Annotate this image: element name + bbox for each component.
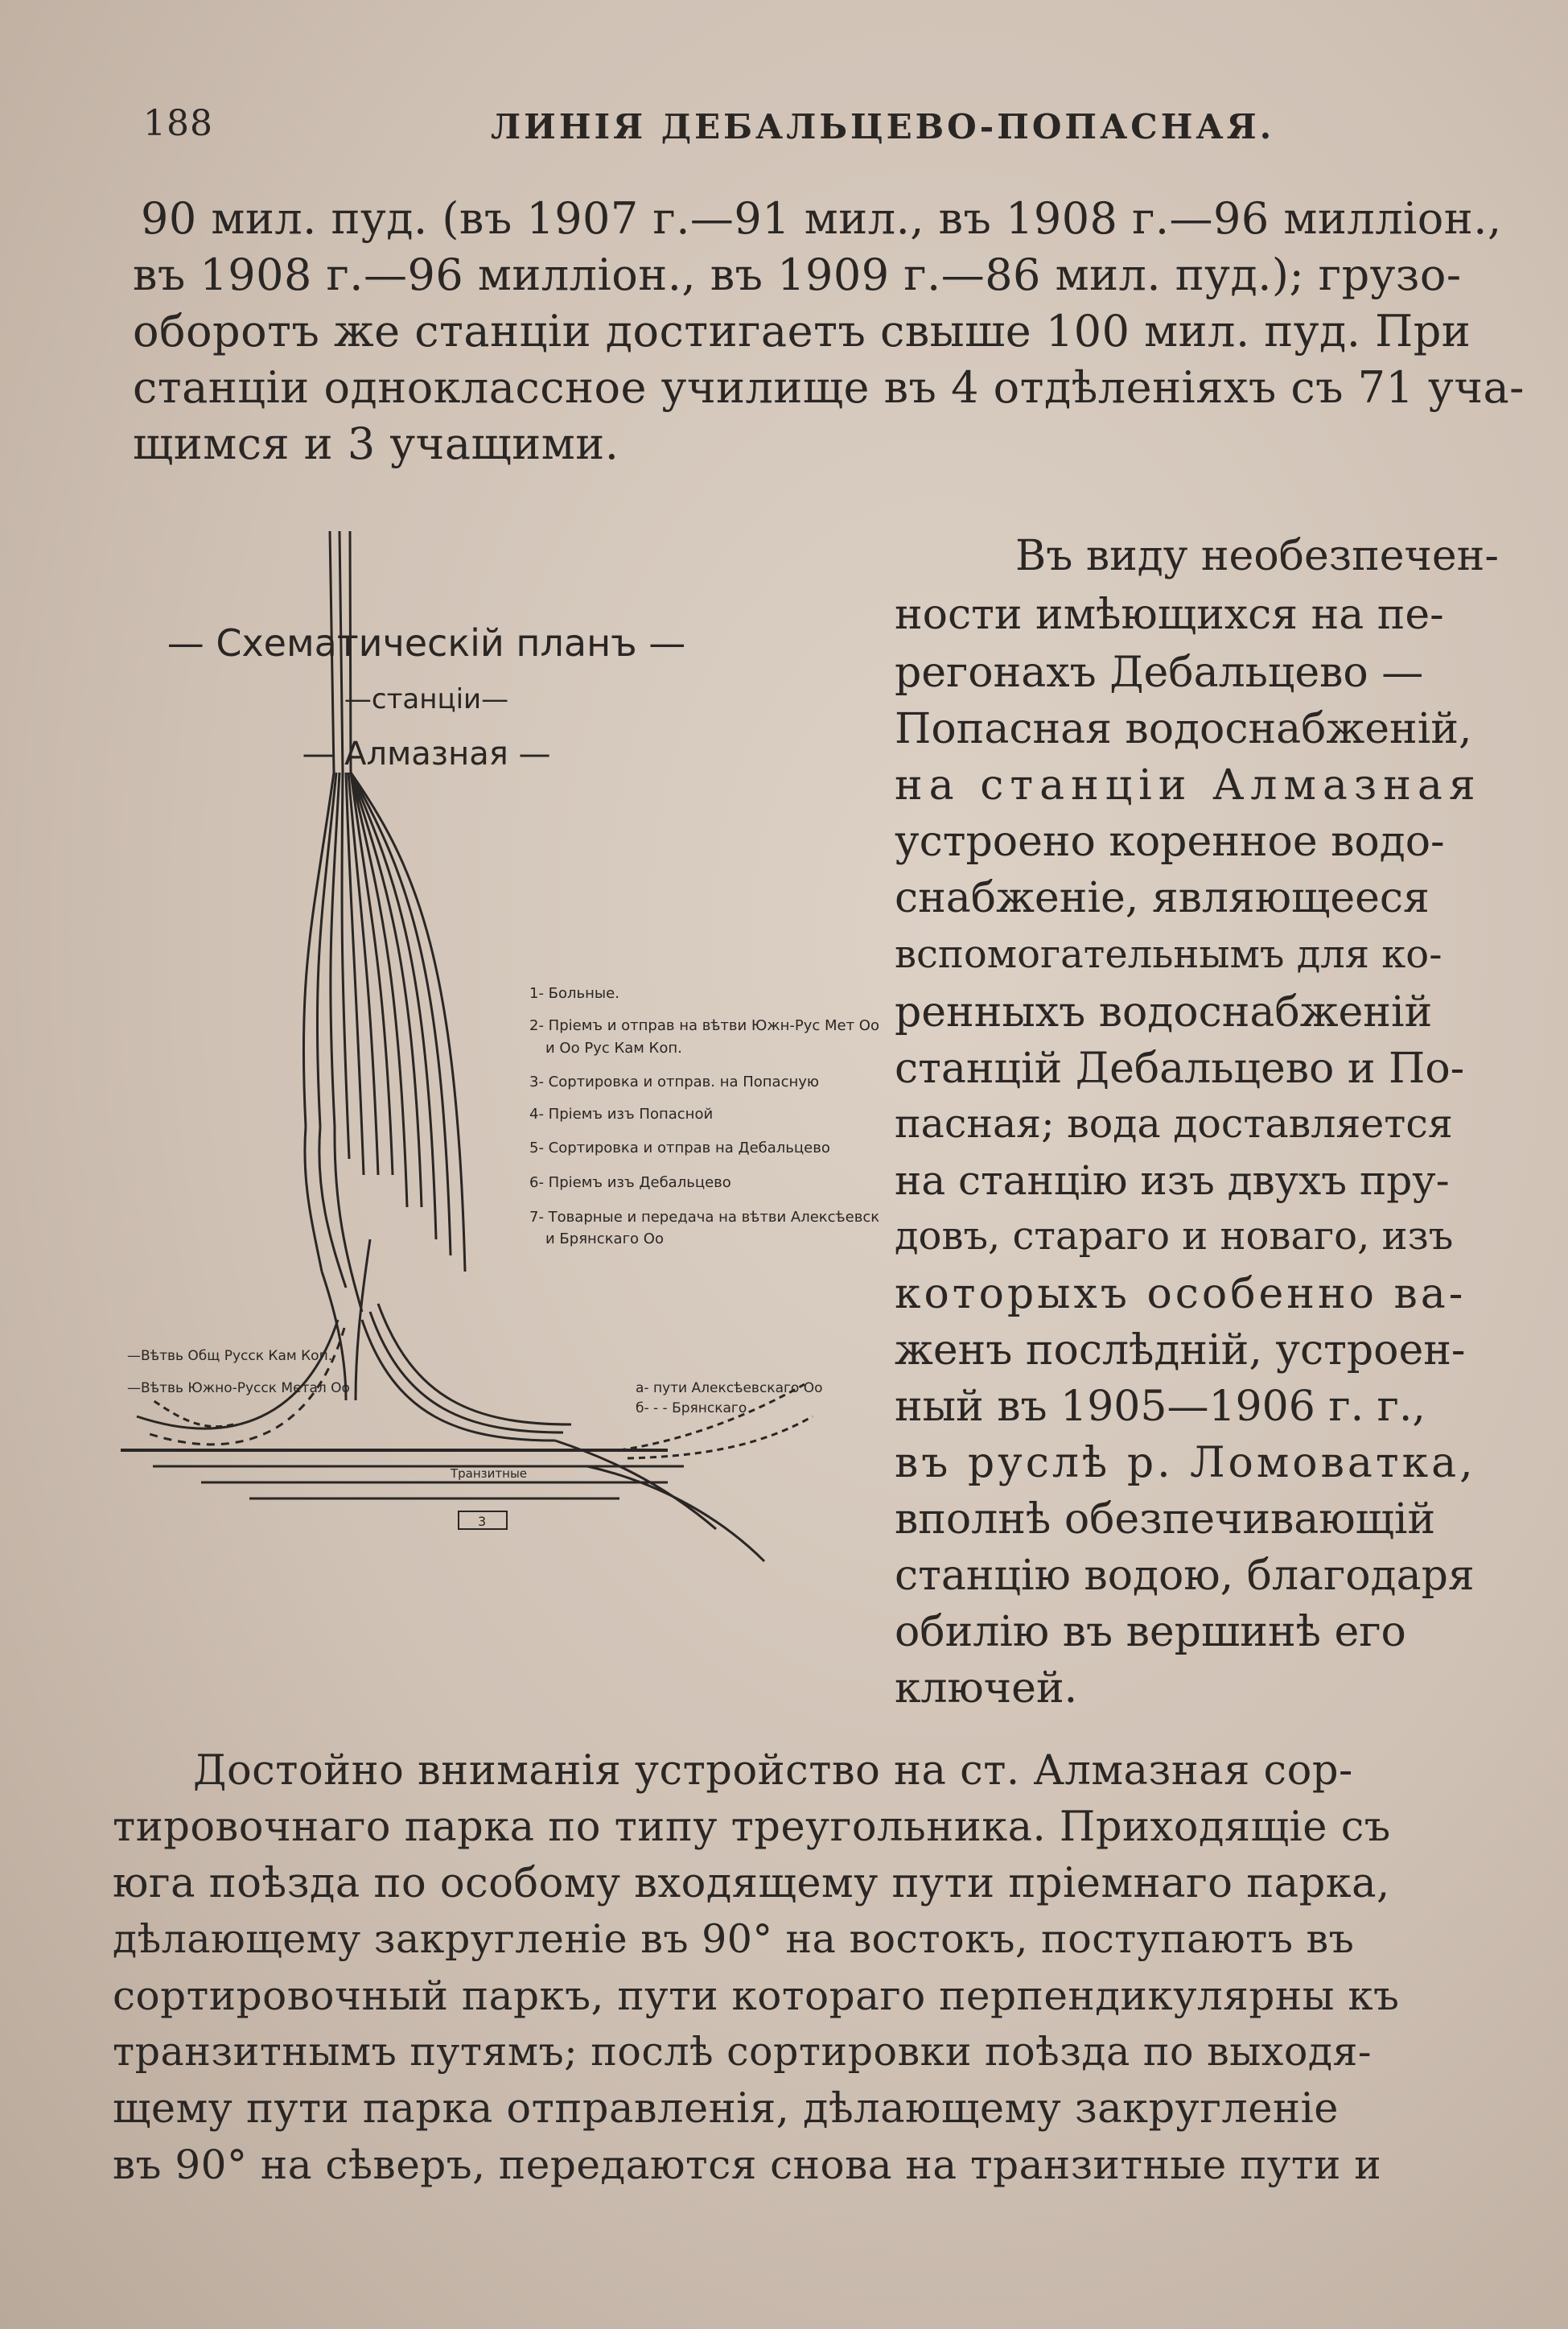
side-line: обилiю въ вершинѣ его	[895, 1608, 1406, 1656]
left-branch-label: —Вѣтвь Общ Русск Кам Коп.	[127, 1348, 333, 1364]
closing-line: юга поѣзда по особому входящему пути прiемнаго парка,	[113, 1860, 1390, 1907]
side-line: станцiй Дебальцево и По-	[895, 1045, 1465, 1093]
side-line: вспомогательнымъ для ко-	[895, 932, 1442, 977]
intro-line: щимся и 3 учащими.	[133, 418, 619, 469]
closing-line: транзитнымъ путямъ; послѣ сортировки поѣзда по выходя-	[113, 2029, 1372, 2075]
running-title: ЛИНІЯ ДЕБАЛЬЦЕВО-ПОПАСНАЯ.	[491, 107, 1275, 146]
legend-item: и Оо Рус Кам Коп.	[545, 1040, 682, 1057]
closing-line: въ 90° на сѣверъ, передаются снова на транзитные пути и	[113, 2141, 1382, 2188]
side-line: Попасная водоснабженiй,	[895, 705, 1472, 753]
page-number: 188	[143, 103, 213, 144]
legend-item: 4- Прiемъ изъ Попасной	[529, 1106, 714, 1123]
side-line: станцiю водою, благодаря	[895, 1552, 1475, 1600]
plan-station-name: — Алмазная —	[302, 736, 551, 773]
right-branch-label: а- пути Алексѣевскаго Оо	[636, 1380, 823, 1396]
side-line: ности имѣющихся на пе-	[895, 591, 1444, 639]
right-branch-label: б- - - Брянскаго	[636, 1400, 747, 1416]
legend-item: и Брянскаго Оо	[545, 1230, 664, 1247]
side-line: которыхъ особенно ва-	[895, 1270, 1467, 1318]
intro-line: станцiи одноклассное училище въ 4 отдѣленiяхъ съ 71 уча-	[133, 362, 1525, 413]
legend-item: 5- Сортировка и отправ на Дебальцево	[529, 1140, 830, 1156]
side-line: женъ послѣднiй, устроен-	[895, 1326, 1466, 1375]
closing-line: дѣлающему закругленiе въ 90° на востокъ, поступаютъ въ	[113, 1916, 1355, 1962]
legend-item: 3- Сортировка и отправ. на Попасную	[529, 1074, 820, 1090]
station-schematic-plan	[105, 515, 885, 1674]
closing-line: сортировочный паркъ, пути котораго перпендикулярны къ	[113, 1972, 1400, 2019]
side-line: ренныхъ водоснабженiй	[895, 988, 1433, 1037]
transit-track-label: Транзитные	[451, 1466, 528, 1481]
legend-item: 6- Прiемъ изъ Дебальцево	[529, 1174, 731, 1191]
plan-title: — Схематическiй планъ —	[167, 621, 686, 665]
intro-line: 90 мил. пуд. (въ 1907 г.—91 мил., въ 1908 г.—96 миллiон.,	[141, 193, 1502, 244]
legend-item: 2- Прiемъ и отправ на вѣтви Южн-Рус Мет Оо	[529, 1017, 879, 1034]
legend-item: 1- Больные.	[529, 985, 619, 1002]
intro-line: въ 1908 г.—96 миллiон., въ 1909 г.—86 мил. пуд.); грузо-	[133, 249, 1462, 300]
side-line: регонахъ Дебальцево —	[895, 649, 1424, 697]
side-line: на станцiи Алмазная	[895, 761, 1482, 810]
side-line: въ руслѣ р. Ломоватка,	[895, 1439, 1476, 1487]
intro-line: оборотъ же станцiи достигаетъ свыше 100 мил. пуд. При	[133, 306, 1471, 357]
closing-line: щему пути парка отправленiя, дѣлающему закругленiе	[113, 2085, 1339, 2133]
side-line: устроено коренное водо-	[895, 818, 1445, 866]
side-line: снабженiе, являющееся	[895, 874, 1430, 922]
left-branch-label: —Вѣтвь Южно-Русск Метал Оо	[127, 1380, 350, 1396]
side-line: ный въ 1905—1906 г. г.,	[895, 1383, 1426, 1431]
side-line: вполнѣ обезпечивающiй	[895, 1495, 1436, 1544]
side-line: довъ, стараго и новаго, изъ	[895, 1214, 1454, 1259]
side-line: Въ виду необезпечен-	[1015, 532, 1499, 580]
plan-subtitle: —станцiи—	[344, 683, 509, 715]
side-line: ключей.	[895, 1664, 1078, 1713]
side-line: пасная; вода доставляется	[895, 1101, 1453, 1147]
side-line: на станцiю изъ двухъ пру-	[895, 1157, 1450, 1204]
plan-legend	[529, 985, 879, 1247]
closing-line: тировочнаго парка по типу треугольника. Приходящiе съ	[113, 1803, 1391, 1851]
legend-item: 7- Товарные и передача на вѣтви Алексѣевск	[529, 1209, 880, 1226]
station-building-label: 3	[478, 1514, 487, 1529]
closing-line: Достойно вниманiя устройство на ст. Алмазная сор-	[193, 1747, 1353, 1795]
